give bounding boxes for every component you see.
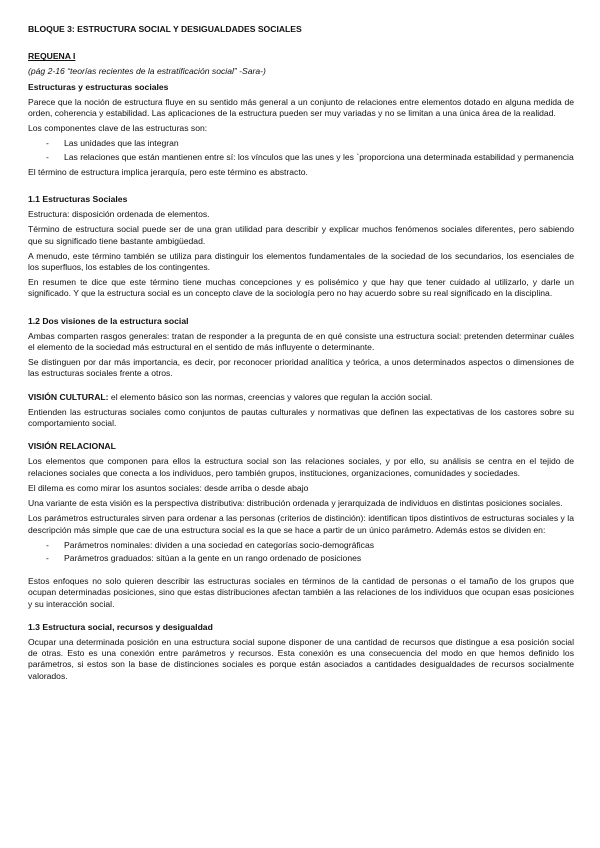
list-item-text: Parámetros graduados: sitúan a la gente en un rango ordenado de posiciones [64,552,362,563]
list-item [28,540,574,551]
section-heading-1-2: 1.2 Dos visiones de la estructura social [28,315,189,326]
bullet-list [28,540,574,564]
list-item-text: Parámetros nominales: dividen a una sociedad en categorías socio-demográficas [64,539,375,550]
paragraph-cultural [28,392,574,403]
cultural-label: VISIÓN CULTURAL: [28,391,109,402]
paragraph: Ocupar una determinada posición en una estructura social supone disponer de una cantidad de recursos que distingue a esa posición social de otras. Esto es una conexión entre parámetros y recursos. Esta conexión es una consecuencia del modo en que hemos definido los parámetros, si estos son la base de distinciones sociales es porque están asociados a cantidades desigualdades de recursos socialmente valorados. [28,636,574,681]
list-item [28,138,574,149]
document-page [28,24,574,686]
paragraph: El dilema es como mirar los asuntos sociales: desde arriba o desde abajo [28,482,309,493]
paragraph: Término de estructura social puede ser de una gran utilidad para describir y explicar muchos fenómenos sociales diferentes, pero sabiendo que su significado tiene bastante ambigüedad. [28,224,574,246]
paragraph: El término de estructura implica jerarquía, pero este término es abstracto. [28,166,308,177]
paragraph: Estructura: disposición ordenada de elementos. [28,209,210,220]
list-item [28,152,574,163]
paragraph: Ambas comparten rasgos generales: tratan de responder a la pregunta de en qué consiste una estructura social: pretenden determinar cuáles el elemento de la sociedad más estructural en el sentido de más influyente o determinante. [28,330,574,353]
page-reference: (pág 2-16 “teorías recientes de la estratificación social” -Sara-) [28,66,266,77]
paragraph: Parece que la noción de estructura fluye en su sentido más general a un conjunto de relaciones entre elementos dotado en alguna medida de orden, coherencia y estabilidad. Las aplicaciones de la estructura pueden ser muy variadas y no se limitan a una única área de la realidad. [28,96,574,119]
paragraph: En resumen te dice que este término tiene muchas concepciones y es polisémico y que hay que tener cuidado al utilizarlo, y darle un significado. Y que la estructura social es un concepto clave de la sociología pero no hay acuerdo sobre su real significado en la disciplina. [28,277,574,299]
bullet-dash: - [46,138,49,149]
section-heading-1-1: 1.1 Estructuras Sociales [28,194,128,205]
paragraph: Los componentes clave de las estructuras son: [28,123,208,134]
relacional-heading: VISIÓN RELACIONAL [28,441,116,452]
paragraph: Una variante de esta visión es la perspectiva distributiva: distribución ordenada y jerarquizada de individuos en distintas posiciones sociales. [28,498,563,509]
paragraph: Estos enfoques no solo quieren describir las estructuras sociales en términos de la cantidad de personas o el tamaño de los grupos que ocupan determinadas posiciones, sino que estas distribuciones afectan también a las relaciones de los individuos que ocupan esas posiciones y su interacción social. [28,576,574,609]
bullet-dash: - [46,552,49,563]
bullet-dash: - [46,151,49,162]
document-title: BLOQUE 3: ESTRUCTURA SOCIAL Y DESIGUALDADES SOCIALES [28,24,302,34]
list-item [28,553,574,564]
list-item-text: Las unidades que las integran [64,138,179,149]
subheading-structures: Estructuras y estructuras sociales [28,81,169,92]
list-item-text: Las relaciones que están mantienen entre sí: los vínculos que las unes y les `proporciona una determinada estabilidad y permanencia [64,151,574,162]
paragraph: Entienden las estructuras sociales como conjuntos de pautas culturales y normativas que definen las expectativas de los castores sobre su comportamiento social. [28,406,574,429]
paragraph: Los parámetros estructurales sirven para ordenar a las personas (criterios de distinción): identifican tipos distintivos de estructuras sociales y la descripción más simple que cae de una estructura social es la que se hace a partir de un único parámetro. Además estos se dividen en: [28,513,574,535]
paragraph: Los elementos que componen para ellos la estructura social son las relaciones sociales, y por ello, su análisis se centra en el tejido de relaciones sociales que conecta a los individuos, pero también grupos, instituciones, organizaciones, comunidades y sociedades. [28,456,574,478]
requena-heading: REQUENA I [28,51,76,62]
section-heading-1-3: 1.3 Estructura social, recursos y desigualdad [28,621,213,632]
bullet-dash: - [46,539,49,550]
cultural-text: el elemento básico son las normas, creencias y valores que regulan la acción social. [108,391,433,402]
bullet-list [28,138,574,162]
paragraph: A menudo, este término también se utiliza para distinguir los elementos fundamentales de la sociedad de los secundarios, los esenciales de los superfluos, los estables de los contingentes. [28,250,574,273]
paragraph: Se distinguen por dar más importancia, es decir, por reconocer prioridad analítica y teórica, a unos determinados aspectos o dimensiones de las estructuras sociales frente a otros. [28,357,574,379]
